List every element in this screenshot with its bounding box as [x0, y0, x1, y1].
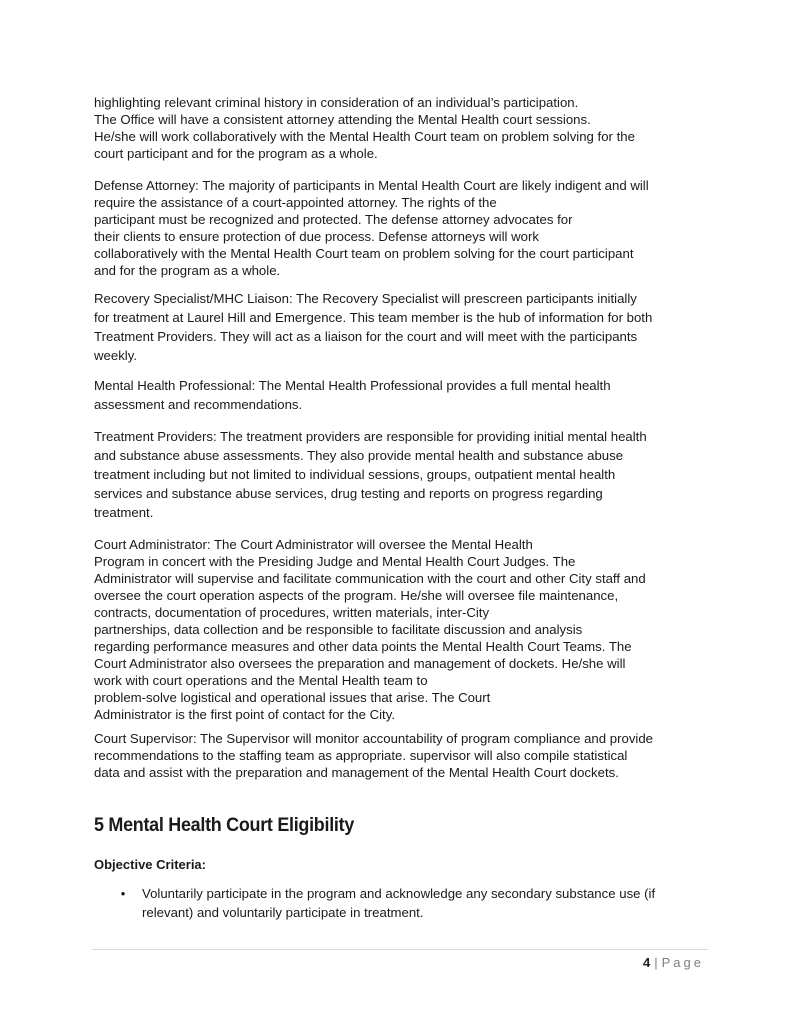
page-footer: [643, 955, 704, 970]
bullet-icon: •: [120, 886, 126, 901]
paragraph-mental-health-professional: Mental Health Professional: The Mental Health Professional provides a full mental health assessment and recommendations.: [94, 378, 611, 412]
paragraph-recovery-specialist: Recovery Specialist/MHC Liaison: The Recovery Specialist will prescreen participants initially for treatment at Laurel Hill and Emergence. This team member is the hub of information for both Treatment Providers. They will act as a liaison for the court and will meet with the participants weekly.: [94, 291, 653, 363]
paragraph-prosecutor-continued: highlighting relevant criminal history in consideration of an individual’s participation. The Office will have a consistent attorney attending the Mental Health court sessions. He/she will work collaboratively with the Mental Health Court team on problem solving for the court participant and for the program as a whole.: [94, 95, 635, 161]
objective-criteria-subheading: Objective Criteria:: [94, 857, 206, 872]
page-label: Page: [661, 955, 704, 970]
paragraph-court-administrator: Court Administrator: The Court Administrator will oversee the Mental Health Program in concert with the Presiding Judge and Mental Health Court Judges. The Administrator will supervise and facilitate communication with the court and other City staff and oversee the court operation aspects of the program. He/she will oversee file maintenance, contracts, documentation of procedures, written materials, inter-City partnerships, data collection and be responsible to facilitate discussion and analysis regarding performance measures and other data points the Mental Health Court Teams. The Court Administrator also oversees the preparation and management of dockets. He/she will work with court operations and the Mental Health team to problem-solve logistical and operational issues that arise. The Court Administrator is the first point of contact for the City.: [94, 537, 646, 722]
list-item: • Voluntarily participate in the program and acknowledge any secondary substance use (if relevant) and voluntarily participate in treatment.: [118, 884, 718, 922]
paragraph-defense-attorney: Defense Attorney: The majority of participants in Mental Health Court are likely indigent and will require the assistance of a court-appointed attorney. The rights of the participant must be recognized and protected. The defense attorney advocates for their clients to ensure protection of due process. Defense attorneys will work collaboratively with the Mental Health Court team on problem solving for the court participant and for the program as a whole.: [94, 178, 649, 278]
section-heading: 5 Mental Health Court Eligibility: [94, 814, 355, 836]
footer-separator: |: [654, 955, 658, 970]
paragraph-treatment-providers: Treatment Providers: The treatment providers are responsible for providing initial mental health and substance abuse assessments. They also provide mental health and substance abuse treatment including but not limited to individual sessions, groups, outpatient mental health services and substance abuse services, drug testing and reports on progress regarding treatment.: [94, 429, 647, 520]
page-number: 4: [643, 955, 651, 970]
footer-divider: [92, 949, 708, 950]
paragraph-court-supervisor: Court Supervisor: The Supervisor will monitor accountability of program compliance and provide recommendations to the staffing team as appropriate. supervisor will also compile statistical data and assist with the preparation and management of the Mental Health Court dockets.: [94, 731, 654, 780]
criteria-list: [118, 884, 718, 922]
